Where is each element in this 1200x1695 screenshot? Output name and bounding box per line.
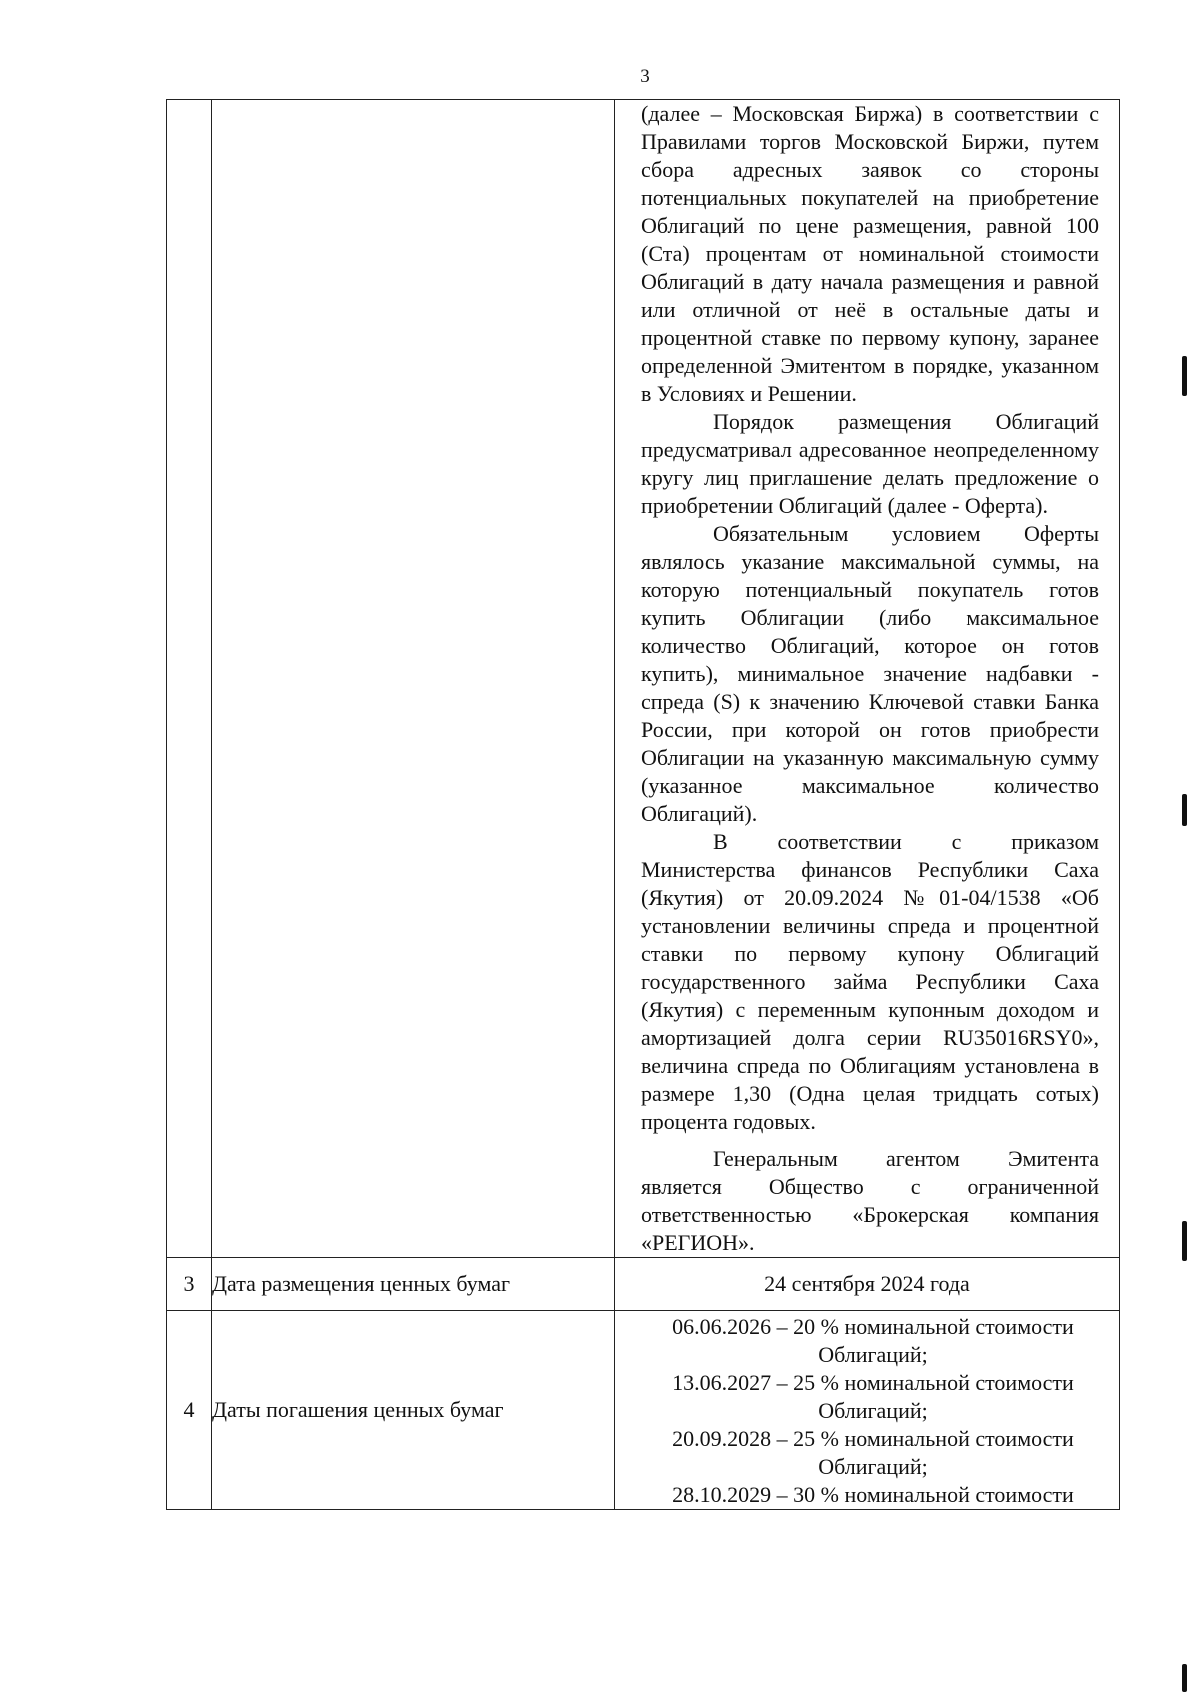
scan-edge-mark [1182, 1664, 1187, 1692]
placement-order-paragraph: Порядок размещения Облигаций предусматривал адресованное неопределенному кругу лиц приглашение делать предложение о приобретении Облигаций (далее - Оферта). [641, 409, 1099, 518]
redemption-line: 28.10.2029 – 30 % номинальной стоимости [672, 1482, 1074, 1507]
row-number: 3 [167, 1258, 212, 1311]
general-agent-paragraph: Генеральным агентом Эмитента является Общество с ограниченной ответственностью «Брокерская компания «РЕГИОН». [641, 1146, 1099, 1255]
redemption-line: Облигаций; [818, 1398, 928, 1423]
scan-edge-mark [1182, 1221, 1187, 1261]
redemption-line: Облигаций; [818, 1342, 928, 1367]
redemption-line: 13.06.2027 – 25 % номинальной стоимости [672, 1370, 1074, 1395]
table-row-3 [167, 1258, 1120, 1311]
scan-edge-mark [1182, 356, 1187, 396]
row-value-cell [615, 100, 1120, 1258]
redemption-line: 06.06.2026 – 20 % номинальной стоимости [672, 1314, 1074, 1339]
row-name: Даты погашения ценных бумаг [212, 1311, 615, 1510]
redemption-line: 20.09.2028 – 25 % номинальной стоимости [672, 1426, 1074, 1451]
row-number: 4 [167, 1311, 212, 1510]
placement-date-value: 24 сентября 2024 года [615, 1258, 1120, 1311]
securities-table [166, 99, 1120, 1510]
table-row-2-continued [167, 100, 1120, 1258]
page-number: 3 [640, 66, 650, 87]
offer-condition-paragraph: Обязательным условием Оферты являлось указание максимальной суммы, на которую потенциальный покупатель готов купить Облигации (либо максимальное количество Облигаций, которое он готов купить), минимальное значение надбавки - спреда (S) к значению Ключевой ставки Банка России, при которой он готов приобрести Облигации на указанную максимальную сумму (указанное максимальное количество Облигаций). [641, 521, 1099, 826]
row-number-cell [167, 100, 212, 1258]
redemption-dates-cell [615, 1311, 1120, 1510]
redemption-line: Облигаций; [818, 1454, 928, 1479]
row-name-cell [212, 100, 615, 1258]
spread-order-paragraph: В соответствии с приказом Министерства финансов Республики Саха (Якутия) от 20.09.2024 №01-04/1538 «Об установлении величины спреда и процентной ставки по первому купону Облигаций государственного займа Республики Саха (Якутия) с переменным купонным доходом и амортизацией долга серии RU35016RSY0», величина спреда по Облигациям установлена в размере 1,30 (Одна целая тридцать сотых) процента годовых. [641, 829, 1099, 1134]
placement-procedure-paragraph: (далее – Московская Биржа) в соответствии с Правилами торгов Московской Биржи, путем сбора адресных заявок со стороны потенциальных покупателей на приобретение Облигаций по цене размещения, равной 100 (Ста) процентам от номинальной стоимости Облигаций в дату начала размещения и равной или отличной от неё в остальные даты и процентной ставке по первому купону, заранее определенной Эмитентом в порядке, указанном в Условиях и Решении. [641, 101, 1099, 406]
table-row-4 [167, 1311, 1120, 1510]
row-name: Дата размещения ценных бумаг [212, 1258, 615, 1311]
scan-edge-mark [1182, 794, 1187, 826]
